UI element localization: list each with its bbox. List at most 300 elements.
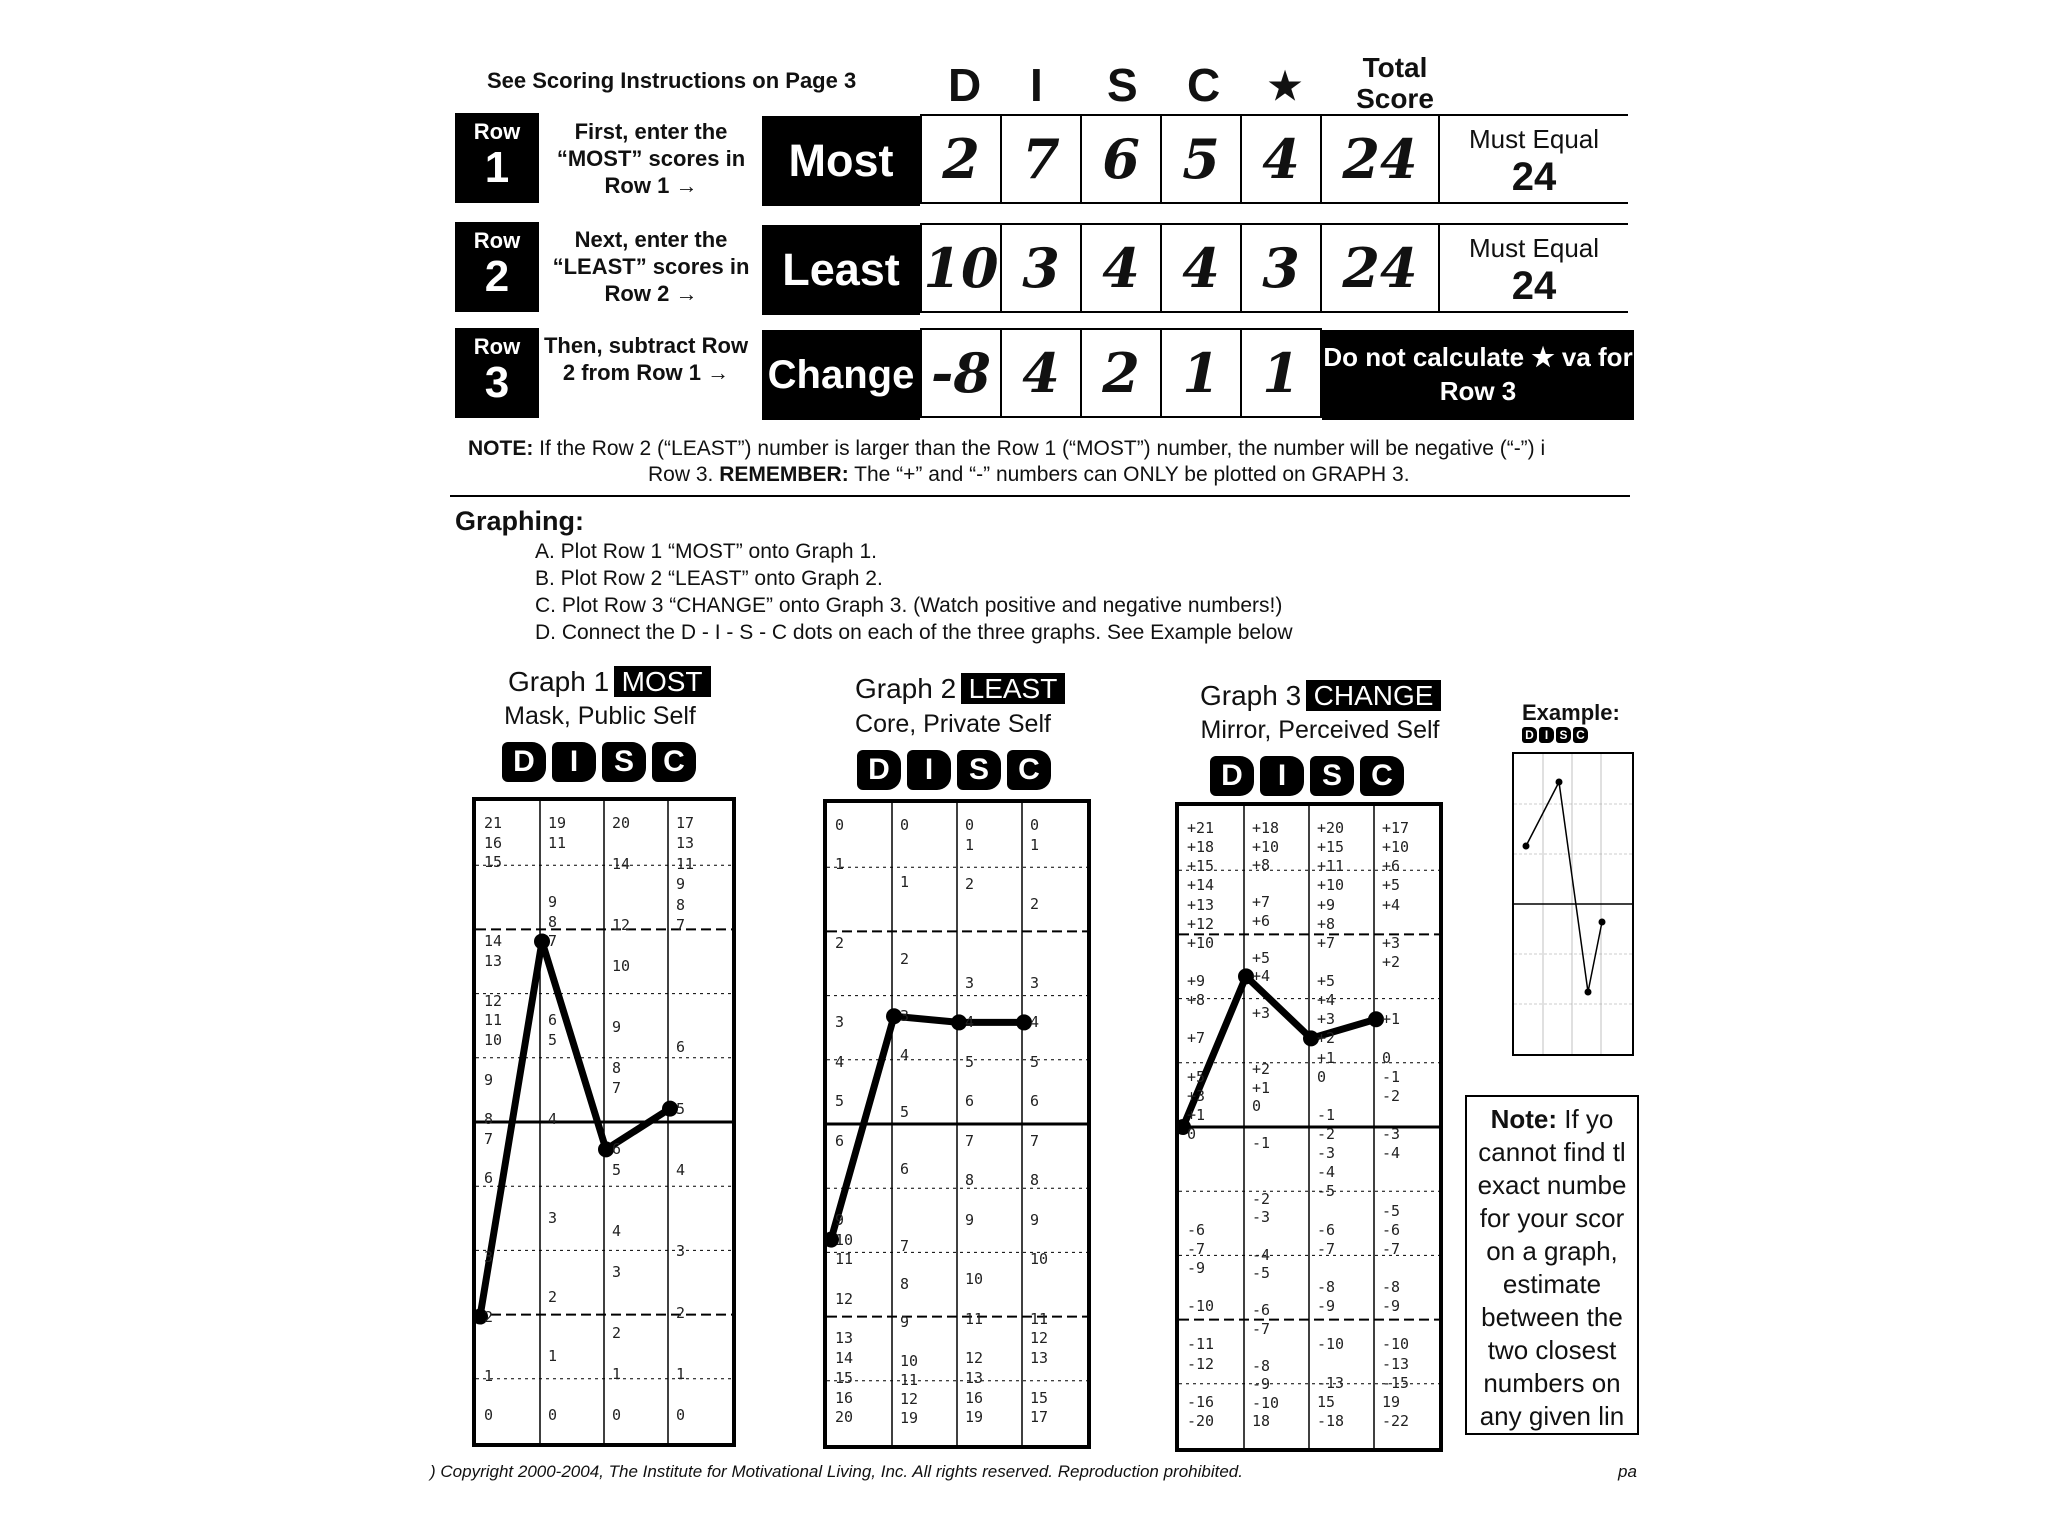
scale-number: 5 — [676, 1099, 686, 1118]
pill-c: C — [1007, 750, 1051, 790]
pill-c: C — [652, 742, 696, 782]
scale-number: -9 — [1382, 1297, 1401, 1316]
total-score-header: Total Score — [1356, 52, 1434, 114]
scale-number: +15 — [1187, 857, 1215, 876]
scale-number: 6 — [612, 1140, 622, 1159]
scale-number: +18 — [1252, 819, 1280, 837]
graph-2-disc-pills — [857, 750, 1057, 790]
side-note-text: If yo cannot find tl exact numbe for your scor on a graph, estimate between the two closest numbers on any given lin — [1477, 1104, 1627, 1431]
change-star-value[interactable]: 1 — [1242, 328, 1322, 418]
scale-number: +8 — [1252, 856, 1271, 875]
pill-s: S — [1310, 756, 1354, 796]
most-total-value[interactable]: 24 — [1322, 114, 1440, 204]
scale-number: 3 — [484, 1248, 494, 1267]
must-equal-value: 24 — [1511, 155, 1557, 199]
pill-d: D — [502, 742, 546, 782]
must-equal-label: Must Equal — [1468, 233, 1600, 263]
scale-number: +2 — [1317, 1029, 1336, 1048]
graph-3-title: Graph 3 — [1200, 680, 1302, 711]
scale-number: 11 — [676, 854, 695, 873]
graph-2-profile-line — [831, 1013, 1024, 1239]
change-i-value[interactable]: 4 — [1002, 328, 1082, 418]
change-d-value[interactable]: -8 — [922, 328, 1002, 418]
scale-number: 10 — [900, 1351, 919, 1370]
example-label: Example: — [1522, 700, 1620, 725]
scale-number: -15 — [1382, 1373, 1410, 1392]
scale-number: 3 — [676, 1242, 686, 1261]
scale-number: -22 — [1382, 1411, 1410, 1430]
scale-number: -9 — [1187, 1258, 1206, 1277]
graph-3-plot — [1175, 802, 1443, 1452]
scale-number: 13 — [835, 1329, 854, 1348]
scale-number: 4 — [612, 1222, 622, 1240]
scale-number: 4 — [835, 1052, 845, 1071]
scale-number: 13 — [676, 834, 695, 853]
graph-3-title-row — [1200, 680, 1441, 712]
scale-number: 19 — [548, 814, 567, 832]
scale-number: 6 — [548, 1011, 558, 1030]
scale-number: -3 — [1252, 1208, 1271, 1227]
step-b: B. Plot Row 2 “LEAST” onto Graph 2. — [535, 567, 883, 590]
graph-1-subtitle: Mask, Public Self — [504, 702, 696, 730]
scale-number: 0 — [484, 1406, 494, 1425]
step-a: A. Plot Row 1 “MOST” onto Graph 1. — [535, 540, 877, 563]
scale-number: +5 — [1252, 948, 1271, 967]
row-label: Row — [473, 228, 521, 253]
scale-number: -1 — [1252, 1134, 1271, 1153]
scale-number: 5 — [1030, 1052, 1040, 1071]
graph-2-tag: LEAST — [961, 673, 1066, 704]
pill-i: I — [907, 750, 951, 790]
scale-number: -6 — [1187, 1220, 1206, 1239]
scale-number: 9 — [676, 875, 686, 894]
graph-2-plot — [823, 799, 1091, 1449]
pill-s: S — [957, 750, 1001, 790]
scale-number: 14 — [612, 854, 631, 873]
copyright-footer: ) Copyright 2000-2004, The Institute for Motivational Living, Inc. All rights reserved. Reproduction prohibited. — [430, 1462, 1243, 1481]
row-1-badge — [455, 113, 539, 203]
header-letter-d: D — [948, 59, 984, 111]
scale-number: +2 — [1252, 1060, 1271, 1079]
change-s-value[interactable]: 2 — [1082, 328, 1162, 418]
scale-number: -8 — [1252, 1356, 1271, 1375]
scale-number: +15 — [1317, 838, 1345, 857]
graph-2-title: Graph 2 — [855, 673, 957, 704]
scale-number: 11 — [484, 1011, 503, 1030]
scale-number: +4 — [1317, 991, 1336, 1010]
remember-label: REMEMBER: — [719, 463, 849, 486]
scale-number: 1 — [484, 1366, 494, 1385]
least-c-value[interactable]: 4 — [1162, 223, 1242, 313]
scale-number: 5 — [965, 1052, 975, 1071]
page-label: pa — [1618, 1462, 1637, 1481]
scale-number: -13 — [1317, 1373, 1345, 1392]
scale-number: +10 — [1252, 837, 1280, 856]
scale-number: -16 — [1187, 1392, 1215, 1411]
row-label: Row — [473, 119, 521, 144]
scale-number: -4 — [1382, 1144, 1401, 1163]
scale-number: 8 — [1030, 1171, 1040, 1190]
scale-number: 7 — [548, 932, 558, 951]
scale-number: +12 — [1187, 914, 1215, 933]
scale-number: 11 — [835, 1250, 854, 1269]
change-c-value[interactable]: 1 — [1162, 328, 1242, 418]
most-s-value[interactable]: 6 — [1082, 114, 1162, 204]
graph-1-title-row — [508, 666, 711, 698]
scale-number: 11 — [965, 1309, 984, 1328]
pill-s: S — [602, 742, 646, 782]
pill-d: D — [1522, 727, 1537, 743]
scale-number: 6 — [965, 1092, 975, 1111]
scale-number: 6 — [676, 1038, 686, 1057]
graph-2-title-row — [855, 673, 1065, 705]
side-note-label: Note: — [1490, 1104, 1558, 1134]
scale-number: 12 — [965, 1349, 984, 1368]
scale-number: 8 — [965, 1171, 975, 1190]
pill-i: I — [552, 742, 596, 782]
graph-3-tag: CHANGE — [1306, 680, 1442, 711]
scale-number: -4 — [1252, 1245, 1271, 1264]
scale-number: 9 — [965, 1210, 975, 1229]
scale-number: +8 — [1317, 914, 1336, 933]
scale-number: 0 — [1252, 1097, 1262, 1116]
scale-number: 0 — [900, 816, 910, 834]
scale-number: 9 — [548, 892, 558, 911]
scale-number: 4 — [1030, 1013, 1040, 1032]
scale-number: 4 — [548, 1110, 558, 1129]
scale-number: 7 — [965, 1131, 975, 1150]
scale-number: 9 — [612, 1018, 622, 1036]
scale-number: +9 — [1317, 895, 1336, 914]
scale-number: +8 — [1187, 991, 1206, 1010]
scale-number: -5 — [1252, 1264, 1271, 1283]
scale-number: -8 — [1317, 1278, 1336, 1296]
scale-number: 0 — [676, 1405, 686, 1424]
scale-number: -2 — [1382, 1086, 1401, 1105]
note-text: If the Row 2 (“LEAST”) number is larger than the Row 1 (“MOST”) number, the number will be negative (“-”) i — [533, 437, 1546, 460]
scale-number: 17 — [1030, 1408, 1049, 1427]
scale-number: +11 — [1317, 857, 1345, 876]
scale-number: 0 — [965, 816, 975, 834]
scale-number: 1 — [1030, 835, 1040, 854]
scale-number: 8 — [900, 1275, 910, 1293]
scale-number: 7 — [1030, 1131, 1040, 1150]
graphing-heading: Graphing: — [455, 506, 584, 536]
example-disc-pills — [1522, 726, 1590, 744]
scale-number: 20 — [835, 1408, 854, 1427]
scale-number: 10 — [1030, 1250, 1049, 1269]
least-must-equal — [1440, 223, 1628, 313]
scale-number: 9 — [835, 1210, 845, 1229]
scale-number: 21 — [484, 814, 503, 832]
scale-number: -6 — [1317, 1220, 1336, 1239]
scale-number: -2 — [1252, 1189, 1271, 1208]
scale-number: 8 — [548, 912, 558, 931]
scale-number: -6 — [1252, 1301, 1271, 1320]
scale-number: 0 — [1382, 1048, 1392, 1067]
row-label: Row — [473, 334, 521, 359]
scale-number: +1 — [1382, 1010, 1401, 1029]
scale-number: 6 — [835, 1131, 845, 1150]
scale-number: 4 — [965, 1013, 975, 1032]
scale-number: 12 — [1030, 1329, 1049, 1348]
scale-number: 18 — [1252, 1412, 1271, 1431]
scale-number: -7 — [1252, 1319, 1271, 1338]
scale-number: -10 — [1252, 1393, 1280, 1412]
scale-number: 16 — [965, 1388, 984, 1407]
scale-number: 7 — [676, 916, 686, 934]
most-must-equal — [1440, 114, 1628, 204]
scoring-instructions: See Scoring Instructions on Page 3 — [487, 68, 857, 93]
scale-number: +6 — [1252, 911, 1271, 930]
note-text-2: Row 3. — [648, 463, 720, 486]
scale-number: -10 — [1187, 1297, 1215, 1316]
scale-number: 12 — [484, 991, 503, 1010]
scale-number: 6 — [484, 1169, 494, 1188]
pill-i: I — [1260, 756, 1304, 796]
scale-number: -10 — [1317, 1335, 1345, 1354]
scale-number: +2 — [1382, 952, 1401, 971]
scale-number: 8 — [676, 895, 686, 914]
scale-number: +4 — [1382, 895, 1401, 914]
scale-number: 1 — [900, 873, 910, 892]
change-label: Change — [762, 330, 920, 420]
scale-number: 2 — [676, 1303, 686, 1322]
scale-number: 2 — [1030, 894, 1040, 913]
row-number: 3 — [484, 358, 510, 407]
scale-number: 4 — [900, 1045, 910, 1064]
divider — [450, 495, 1630, 497]
scale-number: 3 — [548, 1208, 558, 1227]
least-label: Least — [762, 225, 920, 315]
scale-number: 20 — [612, 814, 631, 832]
scale-number: 11 — [548, 833, 567, 852]
scale-number: +7 — [1187, 1029, 1206, 1048]
scale-number: 15 — [1317, 1392, 1336, 1411]
scale-number: 8 — [612, 1058, 622, 1077]
scale-number: 11 — [1030, 1309, 1049, 1328]
scale-number: +5 — [1187, 1067, 1206, 1086]
row-number: 2 — [484, 252, 510, 301]
scale-number: 2 — [548, 1287, 558, 1306]
row-1-instruction: First, enter the “MOST” scores in Row 1 → — [556, 119, 746, 198]
scale-number: 5 — [835, 1092, 845, 1111]
scale-number: 9 — [1030, 1210, 1040, 1229]
scale-number: 1 — [548, 1347, 558, 1366]
least-star-value[interactable]: 3 — [1242, 223, 1322, 313]
scale-number: 2 — [612, 1324, 622, 1342]
scale-number: -1 — [1382, 1067, 1401, 1086]
scale-number: 3 — [835, 1013, 845, 1032]
most-d-value[interactable]: 2 — [922, 114, 1002, 204]
scale-number: 15 — [835, 1368, 854, 1387]
scale-number: +5 — [1382, 876, 1401, 895]
scale-number: -12 — [1187, 1354, 1215, 1373]
scale-number: 2 — [900, 949, 910, 968]
scale-number: +17 — [1382, 819, 1410, 837]
scale-number: 19 — [1382, 1392, 1401, 1411]
row-2-badge — [455, 222, 539, 312]
scale-number: -9 — [1252, 1375, 1271, 1394]
scale-number: 13 — [484, 952, 503, 971]
scale-number: 15 — [1030, 1388, 1049, 1407]
scale-number: 19 — [900, 1408, 919, 1427]
graph-1-disc-pills — [502, 742, 702, 782]
pill-s: S — [1556, 727, 1571, 743]
scale-number: 3 — [965, 973, 975, 992]
scale-number: 10 — [484, 1031, 503, 1050]
pill-d: D — [857, 750, 901, 790]
scale-number: 10 — [965, 1270, 984, 1289]
scale-number: -8 — [1382, 1278, 1401, 1296]
scale-number: 10 — [612, 956, 631, 975]
scale-number: 19 — [965, 1408, 984, 1427]
scale-number: +10 — [1317, 876, 1345, 895]
scale-number: 13 — [965, 1368, 984, 1387]
scale-number: 1 — [612, 1364, 622, 1383]
scale-number: 9 — [484, 1070, 494, 1089]
pill-d: D — [1210, 756, 1254, 796]
scale-number: +7 — [1252, 893, 1271, 912]
scale-number: 6 — [1030, 1092, 1040, 1111]
scale-number: 16 — [835, 1388, 854, 1407]
scale-number: 1 — [965, 835, 975, 854]
note-label: NOTE: — [468, 437, 534, 460]
scale-number: 17 — [676, 814, 695, 832]
scale-number: +18 — [1187, 838, 1215, 857]
scale-number: 16 — [484, 833, 503, 852]
graph-1-title: Graph 1 — [508, 666, 610, 697]
scale-number: -7 — [1317, 1239, 1336, 1258]
scale-number: -10 — [1382, 1335, 1410, 1354]
graph-1-tag: MOST — [614, 666, 711, 697]
step-d: D. Connect the D - I - S - C dots on each of the three graphs. See Example below — [535, 621, 1293, 644]
scale-number: 3 — [612, 1262, 622, 1281]
scale-number: 14 — [835, 1349, 854, 1368]
scale-number: 12 — [612, 916, 631, 934]
graph-1-plot — [472, 797, 736, 1447]
note-text-3: The “+” and “-” numbers can ONLY be plotted on GRAPH 3. — [848, 463, 1410, 486]
graph-2-subtitle: Core, Private Self — [855, 710, 1051, 738]
row-number: 1 — [484, 143, 510, 192]
scale-number: 1 — [835, 855, 845, 874]
scale-number: +1 — [1317, 1048, 1336, 1067]
scale-number: 7 — [900, 1236, 910, 1255]
scale-number: 9 — [900, 1313, 910, 1332]
header-letter-i: I — [1030, 59, 1045, 111]
pill-i: I — [1539, 727, 1554, 743]
scale-number: -7 — [1382, 1239, 1401, 1258]
scale-number: +5 — [1317, 972, 1336, 990]
scale-number: +3 — [1252, 1004, 1271, 1023]
graphing-steps — [535, 538, 1293, 646]
negative-number-note — [468, 436, 1628, 488]
graph-3-subtitle: Mirror, Perceived Self — [1200, 716, 1440, 744]
scale-number: 3 — [1030, 973, 1040, 992]
scale-number: 14 — [484, 932, 503, 951]
graph-1-profile-line — [480, 941, 670, 1316]
most-c-value[interactable]: 5 — [1162, 114, 1242, 204]
scale-number: -6 — [1382, 1220, 1401, 1239]
least-d-value[interactable]: 10 — [922, 223, 1002, 313]
scale-number: -1 — [1317, 1105, 1336, 1124]
most-star-value[interactable]: 4 — [1242, 114, 1322, 204]
scale-number: 8 — [484, 1110, 494, 1129]
scale-number: -11 — [1187, 1335, 1215, 1354]
least-i-value[interactable]: 3 — [1002, 223, 1082, 313]
scale-number: -18 — [1317, 1411, 1345, 1430]
scale-number: 0 — [835, 816, 845, 834]
example-graph — [1512, 752, 1634, 1056]
scale-number: 5 — [900, 1102, 910, 1121]
scale-number: 0 — [1030, 816, 1040, 834]
scale-number: 7 — [484, 1129, 494, 1148]
row-3-instruction: Then, subtract Row 2 from Row 1 → — [543, 333, 749, 385]
scale-number: 5 — [612, 1160, 622, 1179]
graph-1-grid — [476, 801, 732, 1443]
scale-number: 12 — [900, 1389, 919, 1408]
scale-number: 12 — [835, 1289, 854, 1308]
must-equal-value: 24 — [1511, 264, 1557, 308]
scale-number: 0 — [1187, 1125, 1197, 1143]
scale-number: +10 — [1187, 933, 1215, 952]
scale-number: +13 — [1187, 895, 1215, 914]
scale-number: 3 — [900, 1007, 910, 1026]
graph-2-grid — [827, 803, 1087, 1445]
scale-number: +10 — [1382, 838, 1410, 857]
graph-3-disc-pills — [1210, 756, 1410, 796]
scale-number: +20 — [1317, 819, 1345, 837]
scale-number: -5 — [1382, 1201, 1401, 1220]
scale-number: +4 — [1252, 967, 1271, 986]
scale-number: +3 — [1187, 1086, 1206, 1105]
scale-number: +3 — [1382, 933, 1401, 952]
pill-c: C — [1360, 756, 1404, 796]
scale-number: -13 — [1382, 1354, 1410, 1373]
must-equal-label: Must Equal — [1468, 124, 1600, 154]
scale-number: -3 — [1382, 1125, 1401, 1143]
scale-number: +1 — [1187, 1105, 1206, 1124]
header-letter-c: C — [1187, 59, 1223, 111]
scale-number: -7 — [1187, 1239, 1206, 1258]
scale-number: 11 — [900, 1370, 919, 1389]
least-s-value[interactable]: 4 — [1082, 223, 1162, 313]
scale-number: 0 — [548, 1406, 558, 1425]
scale-number: 6 — [900, 1160, 910, 1179]
scale-number: 13 — [1030, 1349, 1049, 1368]
scale-number: +3 — [1317, 1010, 1336, 1029]
scale-number: -5 — [1317, 1182, 1336, 1201]
pill-c: C — [1573, 727, 1588, 743]
scale-number: -9 — [1317, 1297, 1336, 1316]
scale-number: +1 — [1252, 1078, 1271, 1097]
scale-number: +21 — [1187, 819, 1215, 837]
scale-number: 4 — [676, 1160, 686, 1179]
do-not-calculate-notice: Do not calculate ★ va for Row 3 — [1322, 330, 1634, 420]
scale-number: -4 — [1317, 1163, 1336, 1182]
scale-number: 10 — [835, 1230, 854, 1249]
scale-number: +7 — [1317, 933, 1336, 952]
most-i-value[interactable]: 7 — [1002, 114, 1082, 204]
least-total-value[interactable]: 24 — [1322, 223, 1440, 313]
step-c: C. Plot Row 3 “CHANGE” onto Graph 3. (Watch positive and negative numbers!) — [535, 594, 1283, 617]
estimate-note — [1465, 1095, 1639, 1435]
header-letter-s: S — [1107, 59, 1140, 111]
scale-number: -3 — [1317, 1144, 1336, 1163]
scale-number: 5 — [548, 1031, 558, 1050]
scale-number: 0 — [1317, 1067, 1327, 1086]
most-label: Most — [762, 116, 920, 206]
